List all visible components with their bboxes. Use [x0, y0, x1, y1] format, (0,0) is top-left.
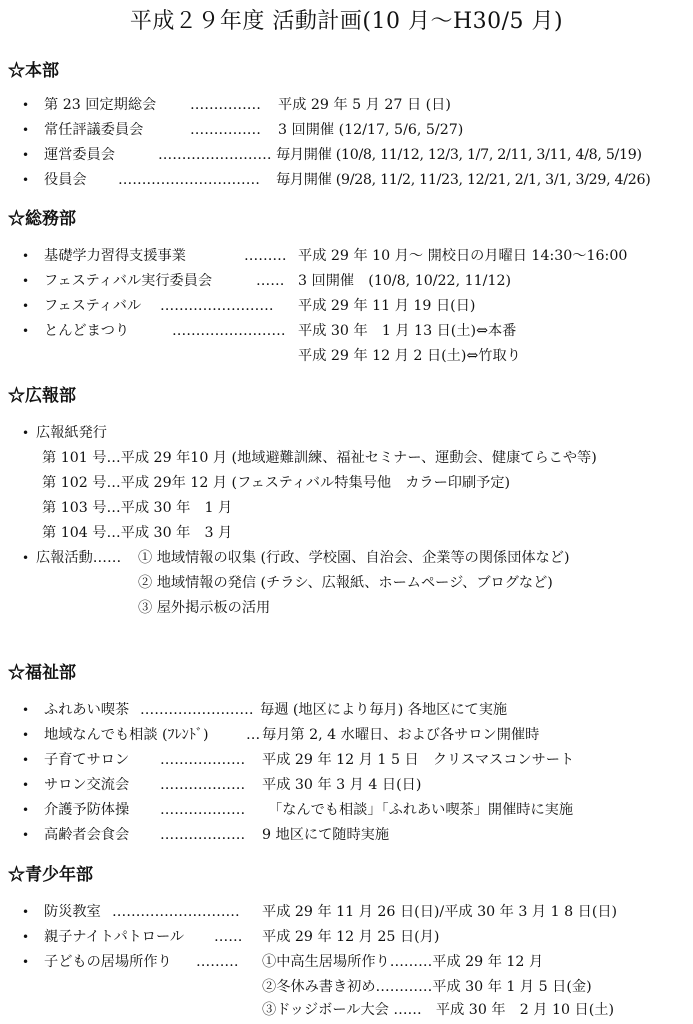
item-label: ふれあい喫茶: [44, 702, 130, 718]
leader-dots: ………………: [160, 777, 246, 793]
item-label: 常任評議委員会: [44, 122, 144, 138]
bullet-icon: •: [22, 930, 30, 944]
item-label: 広報活動……: [36, 550, 122, 566]
activity-line: ① 地域情報の収集 (行政、学校園、自治会、企業等の関係団体など): [138, 550, 570, 566]
item-label: 子どもの居場所作り: [44, 954, 172, 970]
bullet-icon: •: [22, 753, 30, 767]
bullet-icon: •: [22, 703, 30, 717]
item-label: フェスティバル: [44, 298, 142, 314]
bullet-icon: •: [22, 551, 30, 565]
bullet-icon: •: [22, 905, 30, 919]
bullet-icon: •: [22, 274, 30, 288]
item-label: 役員会: [44, 172, 87, 188]
item-label: 基礎学力習得支援事業: [44, 248, 186, 264]
leader-dots: ……: [214, 929, 243, 945]
bullet-icon: •: [22, 728, 30, 742]
bullet-icon: •: [22, 955, 30, 969]
leader-dots: ……………: [190, 122, 261, 138]
bullet-icon: •: [22, 173, 30, 187]
activity-line: ③ 屋外掲示板の活用: [138, 600, 271, 616]
item-label: とんどまつり: [44, 323, 130, 339]
item-value: 9 地区にて随時実施: [262, 827, 390, 843]
item-value: 毎月開催 (9/28, 11/2, 11/23, 12/21, 2/1, 3/1, 3/29, 4/26): [276, 172, 651, 188]
sub-item-line: ②冬休み書き初め…………平成 30 年 1 月 5 日(金): [262, 979, 592, 995]
item-label: 介護予防体操: [44, 802, 130, 818]
bullet-icon: •: [22, 123, 30, 137]
leader-dots: ……………………: [140, 702, 254, 718]
leader-dots: ……………………: [158, 147, 272, 163]
bullet-icon: •: [22, 98, 30, 112]
item-value: 平成 29 年 11 月 26 日(日)/平成 30 年 3 月 1 8 日(日): [262, 904, 618, 920]
item-label: 地域なんでも相談 (ﾌﾚﾝﾄﾞ): [44, 727, 209, 743]
bullet-icon: •: [22, 828, 30, 842]
leader-dots: ………………: [160, 802, 246, 818]
issue-line: 第 102 号…平成 29年 12 月 (フェスティバル特集号他 カラー印刷予定): [42, 475, 511, 491]
item-value: 平成 30 年 1 月 13 日(土)⇔本番: [298, 323, 517, 339]
item-value: ①中高生居場所作り………平成 29 年 12 月: [262, 954, 544, 970]
bullet-icon: •: [22, 778, 30, 792]
bullet-icon: •: [22, 299, 30, 313]
item-label: 第 23 回定期総会: [44, 97, 157, 113]
item-value: 毎週 (地区により毎月) 各地区にて実施: [260, 702, 508, 718]
item-label: 防災教室: [44, 904, 101, 920]
bullet-icon: •: [22, 426, 30, 440]
leader-dots: ………: [196, 954, 239, 970]
item-label: 親子ナイトパトロール: [44, 929, 185, 945]
bullet-icon: •: [22, 249, 30, 263]
item-value-continued: 平成 29 年 12 月 2 日(土)⇔竹取り: [298, 348, 521, 364]
section-heading-seishonen: ☆青少年部: [8, 865, 93, 885]
leader-dots: …: [246, 727, 261, 743]
leader-dots: ……………………: [160, 298, 274, 314]
leader-dots: ……………………: [172, 323, 286, 339]
sub-item-line: ③ドッジボール大会 …… 平成 30 年 2 月 10 日(土): [262, 1002, 614, 1018]
leader-dots: ………: [244, 248, 287, 264]
item-label: 広報紙発行: [36, 425, 107, 441]
leader-dots: ………………: [160, 752, 246, 768]
item-value: 毎月第 2, 4 水曜日、および各サロン開催時: [262, 727, 540, 743]
bullet-icon: •: [22, 803, 30, 817]
item-value: 平成 29 年 5 月 27 日 (日): [278, 97, 451, 113]
item-value: 平成 29 年 12 月 1 5 日 クリスマスコンサート: [262, 752, 575, 768]
issue-line: 第 103 号…平成 30 年 1 月: [42, 500, 233, 516]
item-value: 平成 29 年 10 月～ 開校日の月曜日 14:30～16:00: [298, 248, 628, 264]
issue-line: 第 104 号…平成 30 年 3 月: [42, 525, 233, 541]
item-value: 平成 29 年 12 月 25 日(月): [262, 929, 440, 945]
item-value: 毎月開催 (10/8, 11/12, 12/3, 1/7, 2/11, 3/11, 4/8, 5/19): [276, 147, 642, 163]
item-label: フェスティバル実行委員会: [44, 273, 213, 289]
leader-dots: ………………: [160, 827, 246, 843]
leader-dots: ………………………: [112, 904, 240, 920]
leader-dots: …………………………: [118, 172, 260, 188]
section-heading-koho: ☆広報部: [8, 386, 76, 406]
issue-line: 第 101 号…平成 29 年10 月 (地域避難訓練、福祉セミナー、運動会、健康てらこや等): [42, 450, 597, 466]
item-label: 運営委員会: [44, 147, 115, 163]
item-value: 3 回開催 (10/8, 10/22, 11/12): [298, 273, 512, 289]
item-value: 平成 29 年 11 月 19 日(日): [298, 298, 476, 314]
activity-line: ② 地域情報の発信 (チラシ、広報紙、ホームページ、ブログなど): [138, 575, 553, 591]
section-heading-fukushi: ☆福祉部: [8, 663, 76, 683]
item-label: 高齢者会食会: [44, 827, 130, 843]
bullet-icon: •: [22, 148, 30, 162]
section-heading-somu: ☆総務部: [8, 209, 76, 229]
item-value: 平成 30 年 3 月 4 日(日): [262, 777, 422, 793]
bullet-icon: •: [22, 324, 30, 338]
item-label: サロン交流会: [44, 777, 130, 793]
item-value: 「なんでも相談」「ふれあい喫茶」開催時に実施: [268, 802, 574, 818]
item-value: 3 回開催 (12/17, 5/6, 5/27): [278, 122, 464, 138]
section-heading-honbu: ☆本部: [8, 61, 59, 81]
leader-dots: ……………: [190, 97, 261, 113]
item-label: 子育てサロン: [44, 752, 130, 768]
page-title: 平成２９年度 活動計画(10 月～H30/5 月): [129, 9, 564, 34]
leader-dots: ……: [256, 273, 285, 289]
